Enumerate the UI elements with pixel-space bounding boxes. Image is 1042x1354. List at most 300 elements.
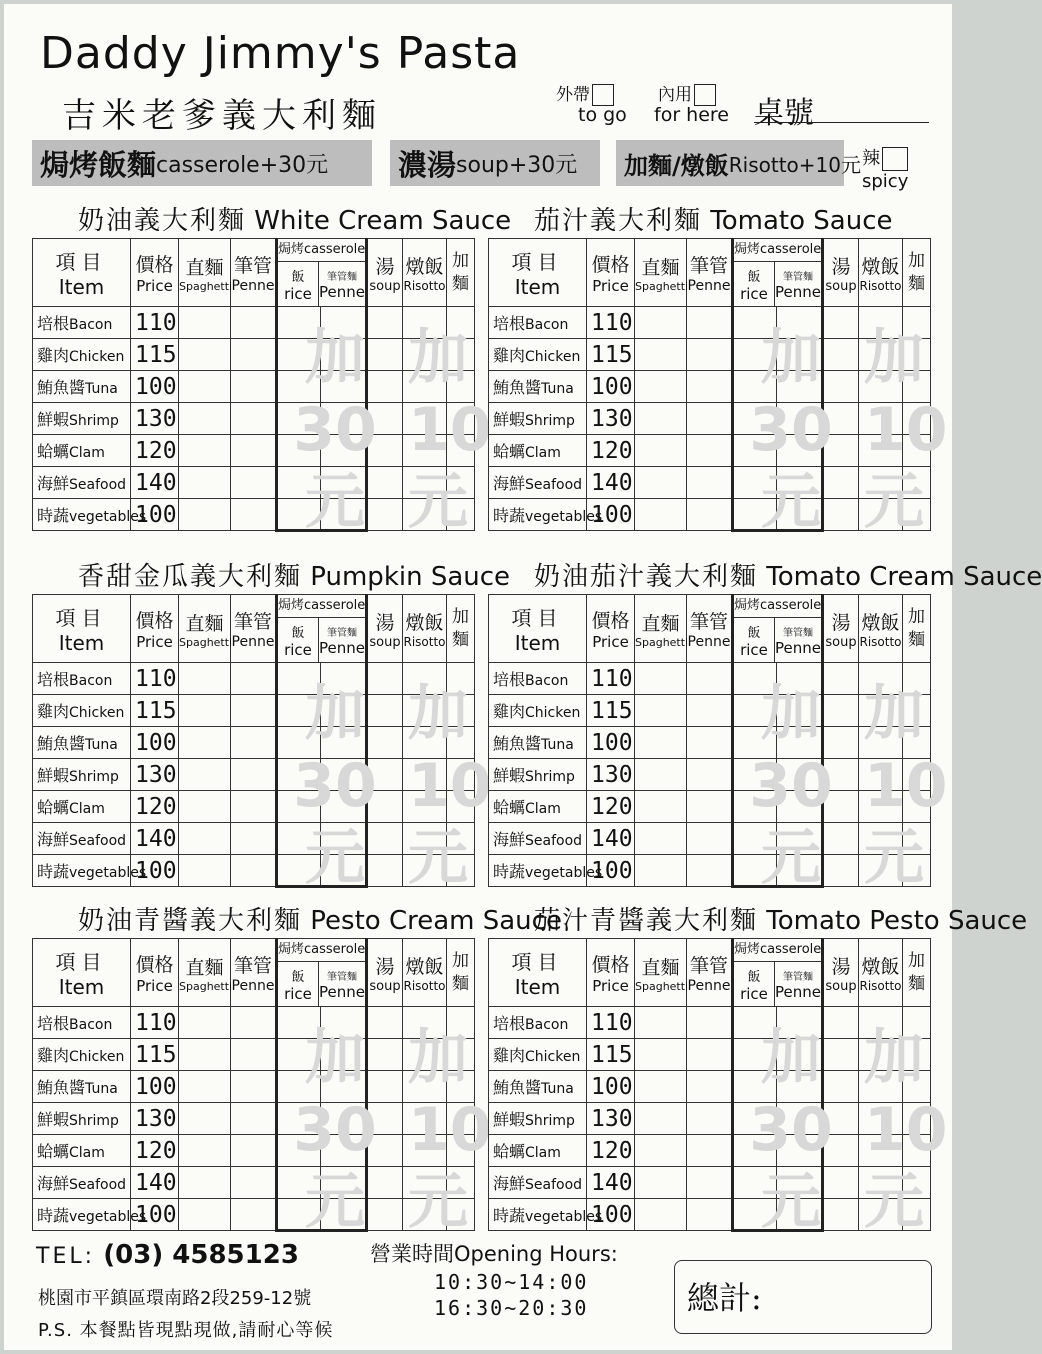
qty-spaghetti[interactable] [179, 435, 231, 467]
qty-casserole-penne[interactable] [777, 663, 823, 695]
qty-casserole-penne[interactable] [777, 1135, 823, 1167]
qty-casserole-rice[interactable] [277, 1007, 321, 1039]
qty-casserole-penne[interactable] [777, 759, 823, 791]
qty-casserole-penne[interactable] [321, 1135, 367, 1167]
qty-casserole-rice[interactable] [277, 791, 321, 823]
qty-casserole-penne[interactable] [321, 1007, 367, 1039]
to-go-option[interactable] [556, 80, 614, 106]
qty-extra-noodle[interactable] [903, 1103, 931, 1135]
qty-spaghetti[interactable] [635, 823, 687, 855]
qty-spaghetti[interactable] [179, 307, 231, 339]
qty-spaghetti[interactable] [635, 1135, 687, 1167]
qty-casserole-penne[interactable] [321, 339, 367, 371]
qty-extra-noodle[interactable] [903, 403, 931, 435]
qty-spaghetti[interactable] [635, 759, 687, 791]
qty-extra-noodle[interactable] [903, 339, 931, 371]
qty-casserole-rice[interactable] [277, 499, 321, 531]
qty-spaghetti[interactable] [635, 371, 687, 403]
qty-spaghetti[interactable] [635, 499, 687, 531]
qty-casserole-penne[interactable] [321, 727, 367, 759]
qty-spaghetti[interactable] [635, 339, 687, 371]
qty-casserole-rice[interactable] [733, 1103, 777, 1135]
qty-casserole-rice[interactable] [277, 307, 321, 339]
qty-extra-noodle[interactable] [447, 1039, 475, 1071]
qty-spaghetti[interactable] [635, 1167, 687, 1199]
qty-penne[interactable] [231, 1039, 277, 1071]
qty-risotto[interactable] [859, 1135, 903, 1167]
qty-spaghetti[interactable] [179, 855, 231, 887]
qty-casserole-rice[interactable] [733, 663, 777, 695]
qty-casserole-rice[interactable] [277, 695, 321, 727]
qty-penne[interactable] [687, 1103, 733, 1135]
qty-spaghetti[interactable] [179, 1167, 231, 1199]
qty-soup[interactable] [367, 371, 403, 403]
qty-casserole-penne[interactable] [777, 499, 823, 531]
qty-penne[interactable] [687, 307, 733, 339]
qty-risotto[interactable] [403, 695, 447, 727]
qty-spaghetti[interactable] [179, 499, 231, 531]
qty-spaghetti[interactable] [179, 727, 231, 759]
qty-extra-noodle[interactable] [903, 695, 931, 727]
qty-casserole-rice[interactable] [733, 1007, 777, 1039]
qty-risotto[interactable] [859, 1039, 903, 1071]
qty-casserole-penne[interactable] [321, 1039, 367, 1071]
qty-soup[interactable] [367, 1007, 403, 1039]
qty-soup[interactable] [823, 403, 859, 435]
qty-extra-noodle[interactable] [447, 403, 475, 435]
qty-casserole-rice[interactable] [733, 467, 777, 499]
qty-risotto[interactable] [403, 1199, 447, 1231]
qty-extra-noodle[interactable] [447, 1007, 475, 1039]
qty-risotto[interactable] [859, 1007, 903, 1039]
qty-casserole-penne[interactable] [321, 499, 367, 531]
qty-spaghetti[interactable] [635, 467, 687, 499]
qty-spaghetti[interactable] [179, 759, 231, 791]
qty-soup[interactable] [823, 1071, 859, 1103]
qty-spaghetti[interactable] [635, 791, 687, 823]
qty-risotto[interactable] [403, 403, 447, 435]
qty-casserole-penne[interactable] [321, 1167, 367, 1199]
qty-casserole-penne[interactable] [777, 1167, 823, 1199]
qty-casserole-rice[interactable] [277, 1103, 321, 1135]
qty-extra-noodle[interactable] [903, 1071, 931, 1103]
qty-extra-noodle[interactable] [447, 1167, 475, 1199]
qty-extra-noodle[interactable] [447, 1071, 475, 1103]
qty-extra-noodle[interactable] [447, 467, 475, 499]
qty-spaghetti[interactable] [635, 1071, 687, 1103]
qty-penne[interactable] [231, 663, 277, 695]
qty-spaghetti[interactable] [179, 823, 231, 855]
qty-soup[interactable] [367, 663, 403, 695]
qty-soup[interactable] [823, 371, 859, 403]
qty-penne[interactable] [231, 1007, 277, 1039]
qty-extra-noodle[interactable] [447, 339, 475, 371]
qty-extra-noodle[interactable] [447, 727, 475, 759]
qty-spaghetti[interactable] [635, 1039, 687, 1071]
qty-casserole-rice[interactable] [733, 371, 777, 403]
qty-casserole-penne[interactable] [777, 1039, 823, 1071]
qty-risotto[interactable] [403, 727, 447, 759]
qty-penne[interactable] [687, 1199, 733, 1231]
qty-spaghetti[interactable] [179, 403, 231, 435]
qty-extra-noodle[interactable] [447, 791, 475, 823]
qty-casserole-penne[interactable] [777, 1199, 823, 1231]
qty-risotto[interactable] [403, 435, 447, 467]
qty-soup[interactable] [823, 467, 859, 499]
qty-extra-noodle[interactable] [903, 1199, 931, 1231]
qty-casserole-rice[interactable] [277, 759, 321, 791]
qty-risotto[interactable] [403, 1007, 447, 1039]
qty-soup[interactable] [823, 1103, 859, 1135]
qty-casserole-rice[interactable] [733, 695, 777, 727]
qty-casserole-penne[interactable] [777, 371, 823, 403]
qty-extra-noodle[interactable] [447, 855, 475, 887]
qty-extra-noodle[interactable] [447, 1199, 475, 1231]
qty-penne[interactable] [687, 663, 733, 695]
qty-spaghetti[interactable] [179, 339, 231, 371]
qty-risotto[interactable] [859, 499, 903, 531]
qty-casserole-penne[interactable] [777, 1007, 823, 1039]
qty-soup[interactable] [367, 855, 403, 887]
qty-soup[interactable] [367, 727, 403, 759]
qty-extra-noodle[interactable] [447, 499, 475, 531]
to-go-checkbox[interactable] [592, 84, 614, 106]
qty-extra-noodle[interactable] [447, 695, 475, 727]
qty-extra-noodle[interactable] [903, 1007, 931, 1039]
qty-spaghetti[interactable] [179, 467, 231, 499]
qty-casserole-rice[interactable] [733, 759, 777, 791]
qty-soup[interactable] [823, 823, 859, 855]
spicy-checkbox[interactable] [882, 147, 908, 171]
qty-casserole-rice[interactable] [277, 1039, 321, 1071]
qty-casserole-penne[interactable] [321, 467, 367, 499]
qty-penne[interactable] [231, 823, 277, 855]
qty-soup[interactable] [367, 499, 403, 531]
qty-penne[interactable] [231, 1103, 277, 1135]
qty-casserole-rice[interactable] [277, 371, 321, 403]
qty-penne[interactable] [687, 499, 733, 531]
qty-casserole-penne[interactable] [777, 467, 823, 499]
qty-penne[interactable] [687, 403, 733, 435]
qty-spaghetti[interactable] [179, 1103, 231, 1135]
qty-risotto[interactable] [859, 727, 903, 759]
qty-penne[interactable] [231, 1135, 277, 1167]
qty-extra-noodle[interactable] [447, 823, 475, 855]
qty-spaghetti[interactable] [179, 1007, 231, 1039]
qty-penne[interactable] [687, 339, 733, 371]
qty-soup[interactable] [367, 1071, 403, 1103]
qty-spaghetti[interactable] [635, 727, 687, 759]
qty-soup[interactable] [367, 1039, 403, 1071]
qty-soup[interactable] [367, 1103, 403, 1135]
qty-soup[interactable] [823, 1039, 859, 1071]
qty-casserole-rice[interactable] [277, 663, 321, 695]
qty-casserole-rice[interactable] [733, 1071, 777, 1103]
qty-soup[interactable] [367, 307, 403, 339]
qty-penne[interactable] [687, 467, 733, 499]
qty-spaghetti[interactable] [179, 1135, 231, 1167]
qty-risotto[interactable] [403, 1071, 447, 1103]
qty-risotto[interactable] [859, 1071, 903, 1103]
qty-penne[interactable] [231, 855, 277, 887]
qty-casserole-rice[interactable] [277, 467, 321, 499]
qty-casserole-rice[interactable] [277, 823, 321, 855]
qty-risotto[interactable] [403, 307, 447, 339]
qty-casserole-rice[interactable] [733, 1167, 777, 1199]
qty-risotto[interactable] [859, 1103, 903, 1135]
qty-extra-noodle[interactable] [903, 1135, 931, 1167]
qty-casserole-rice[interactable] [733, 823, 777, 855]
qty-penne[interactable] [687, 1039, 733, 1071]
qty-soup[interactable] [823, 759, 859, 791]
qty-penne[interactable] [231, 759, 277, 791]
qty-spaghetti[interactable] [635, 403, 687, 435]
qty-soup[interactable] [823, 1135, 859, 1167]
qty-casserole-rice[interactable] [277, 1135, 321, 1167]
qty-risotto[interactable] [403, 1167, 447, 1199]
qty-spaghetti[interactable] [635, 307, 687, 339]
qty-casserole-penne[interactable] [321, 663, 367, 695]
qty-spaghetti[interactable] [179, 791, 231, 823]
qty-penne[interactable] [231, 1071, 277, 1103]
qty-soup[interactable] [367, 791, 403, 823]
qty-casserole-penne[interactable] [321, 1103, 367, 1135]
qty-spaghetti[interactable] [635, 1007, 687, 1039]
qty-penne[interactable] [231, 727, 277, 759]
qty-risotto[interactable] [403, 467, 447, 499]
qty-spaghetti[interactable] [635, 855, 687, 887]
qty-spaghetti[interactable] [635, 695, 687, 727]
qty-casserole-penne[interactable] [777, 727, 823, 759]
qty-penne[interactable] [687, 1135, 733, 1167]
qty-risotto[interactable] [403, 1103, 447, 1135]
qty-casserole-penne[interactable] [777, 791, 823, 823]
table-number-field[interactable] [754, 122, 929, 123]
qty-penne[interactable] [687, 855, 733, 887]
qty-penne[interactable] [231, 1167, 277, 1199]
qty-risotto[interactable] [859, 759, 903, 791]
qty-extra-noodle[interactable] [903, 467, 931, 499]
qty-casserole-penne[interactable] [321, 1071, 367, 1103]
qty-risotto[interactable] [859, 371, 903, 403]
qty-casserole-penne[interactable] [321, 855, 367, 887]
qty-casserole-penne[interactable] [777, 403, 823, 435]
qty-casserole-penne[interactable] [321, 823, 367, 855]
qty-casserole-rice[interactable] [277, 435, 321, 467]
qty-spaghetti[interactable] [179, 1039, 231, 1071]
for-here-option[interactable] [658, 80, 716, 106]
qty-soup[interactable] [367, 435, 403, 467]
qty-risotto[interactable] [859, 435, 903, 467]
qty-risotto[interactable] [403, 823, 447, 855]
qty-soup[interactable] [823, 499, 859, 531]
qty-spaghetti[interactable] [635, 1103, 687, 1135]
qty-casserole-penne[interactable] [321, 759, 367, 791]
qty-extra-noodle[interactable] [447, 663, 475, 695]
for-here-checkbox[interactable] [694, 84, 716, 106]
qty-soup[interactable] [823, 435, 859, 467]
qty-risotto[interactable] [859, 1199, 903, 1231]
qty-penne[interactable] [687, 1007, 733, 1039]
qty-penne[interactable] [231, 371, 277, 403]
qty-penne[interactable] [687, 727, 733, 759]
qty-risotto[interactable] [403, 663, 447, 695]
qty-penne[interactable] [687, 695, 733, 727]
qty-risotto[interactable] [859, 791, 903, 823]
qty-soup[interactable] [367, 1199, 403, 1231]
qty-casserole-rice[interactable] [733, 339, 777, 371]
qty-penne[interactable] [231, 791, 277, 823]
spicy-option[interactable] [862, 144, 908, 192]
qty-extra-noodle[interactable] [903, 855, 931, 887]
qty-risotto[interactable] [403, 791, 447, 823]
qty-risotto[interactable] [403, 855, 447, 887]
qty-soup[interactable] [823, 307, 859, 339]
qty-extra-noodle[interactable] [447, 307, 475, 339]
qty-casserole-penne[interactable] [777, 823, 823, 855]
qty-risotto[interactable] [859, 339, 903, 371]
qty-extra-noodle[interactable] [447, 1135, 475, 1167]
qty-spaghetti[interactable] [179, 1071, 231, 1103]
qty-penne[interactable] [687, 791, 733, 823]
qty-extra-noodle[interactable] [447, 759, 475, 791]
qty-casserole-penne[interactable] [321, 1199, 367, 1231]
qty-casserole-penne[interactable] [777, 307, 823, 339]
qty-casserole-rice[interactable] [733, 1135, 777, 1167]
qty-penne[interactable] [231, 307, 277, 339]
qty-risotto[interactable] [403, 1039, 447, 1071]
qty-casserole-penne[interactable] [321, 371, 367, 403]
qty-extra-noodle[interactable] [903, 307, 931, 339]
qty-casserole-penne[interactable] [777, 1103, 823, 1135]
qty-penne[interactable] [687, 371, 733, 403]
qty-casserole-rice[interactable] [277, 1071, 321, 1103]
qty-casserole-rice[interactable] [733, 435, 777, 467]
qty-soup[interactable] [823, 727, 859, 759]
qty-penne[interactable] [231, 1199, 277, 1231]
qty-casserole-penne[interactable] [777, 435, 823, 467]
qty-risotto[interactable] [403, 759, 447, 791]
qty-casserole-rice[interactable] [733, 855, 777, 887]
qty-soup[interactable] [823, 791, 859, 823]
qty-penne[interactable] [687, 759, 733, 791]
qty-extra-noodle[interactable] [903, 727, 931, 759]
qty-extra-noodle[interactable] [903, 435, 931, 467]
qty-soup[interactable] [367, 1167, 403, 1199]
qty-casserole-rice[interactable] [733, 1039, 777, 1071]
total-field[interactable] [674, 1260, 932, 1334]
qty-casserole-penne[interactable] [321, 403, 367, 435]
qty-extra-noodle[interactable] [903, 791, 931, 823]
qty-spaghetti[interactable] [635, 663, 687, 695]
qty-soup[interactable] [367, 403, 403, 435]
qty-casserole-rice[interactable] [733, 727, 777, 759]
qty-soup[interactable] [367, 695, 403, 727]
qty-extra-noodle[interactable] [903, 663, 931, 695]
qty-risotto[interactable] [859, 467, 903, 499]
qty-casserole-rice[interactable] [277, 1199, 321, 1231]
qty-casserole-rice[interactable] [277, 1167, 321, 1199]
qty-extra-noodle[interactable] [903, 499, 931, 531]
qty-soup[interactable] [823, 663, 859, 695]
qty-risotto[interactable] [859, 663, 903, 695]
qty-soup[interactable] [367, 1135, 403, 1167]
qty-risotto[interactable] [859, 855, 903, 887]
qty-casserole-penne[interactable] [777, 339, 823, 371]
qty-casserole-penne[interactable] [777, 855, 823, 887]
qty-extra-noodle[interactable] [903, 371, 931, 403]
qty-casserole-penne[interactable] [777, 695, 823, 727]
qty-penne[interactable] [687, 435, 733, 467]
qty-risotto[interactable] [859, 695, 903, 727]
qty-spaghetti[interactable] [635, 435, 687, 467]
qty-extra-noodle[interactable] [447, 371, 475, 403]
qty-extra-noodle[interactable] [903, 1039, 931, 1071]
qty-penne[interactable] [231, 467, 277, 499]
qty-penne[interactable] [231, 339, 277, 371]
qty-casserole-rice[interactable] [277, 855, 321, 887]
qty-soup[interactable] [367, 823, 403, 855]
qty-casserole-rice[interactable] [277, 339, 321, 371]
qty-casserole-rice[interactable] [733, 1199, 777, 1231]
qty-extra-noodle[interactable] [903, 1167, 931, 1199]
qty-spaghetti[interactable] [179, 1199, 231, 1231]
qty-soup[interactable] [823, 695, 859, 727]
qty-casserole-penne[interactable] [321, 791, 367, 823]
qty-risotto[interactable] [859, 307, 903, 339]
qty-spaghetti[interactable] [635, 1199, 687, 1231]
qty-soup[interactable] [367, 339, 403, 371]
qty-extra-noodle[interactable] [447, 435, 475, 467]
qty-risotto[interactable] [403, 499, 447, 531]
qty-soup[interactable] [823, 339, 859, 371]
qty-penne[interactable] [231, 695, 277, 727]
qty-penne[interactable] [231, 499, 277, 531]
qty-penne[interactable] [687, 1167, 733, 1199]
qty-casserole-rice[interactable] [733, 791, 777, 823]
qty-extra-noodle[interactable] [903, 823, 931, 855]
qty-casserole-penne[interactable] [321, 695, 367, 727]
qty-spaghetti[interactable] [179, 695, 231, 727]
qty-soup[interactable] [823, 1199, 859, 1231]
qty-penne[interactable] [687, 823, 733, 855]
qty-soup[interactable] [823, 1167, 859, 1199]
qty-risotto[interactable] [859, 823, 903, 855]
qty-casserole-penne[interactable] [321, 307, 367, 339]
qty-extra-noodle[interactable] [903, 759, 931, 791]
qty-extra-noodle[interactable] [447, 1103, 475, 1135]
qty-risotto[interactable] [403, 371, 447, 403]
qty-risotto[interactable] [403, 1135, 447, 1167]
qty-spaghetti[interactable] [179, 663, 231, 695]
qty-risotto[interactable] [859, 403, 903, 435]
qty-penne[interactable] [687, 1071, 733, 1103]
qty-spaghetti[interactable] [179, 371, 231, 403]
qty-casserole-rice[interactable] [277, 727, 321, 759]
qty-soup[interactable] [367, 467, 403, 499]
qty-soup[interactable] [823, 1007, 859, 1039]
qty-soup[interactable] [367, 759, 403, 791]
qty-casserole-penne[interactable] [777, 1071, 823, 1103]
qty-casserole-rice[interactable] [277, 403, 321, 435]
qty-penne[interactable] [231, 435, 277, 467]
qty-risotto[interactable] [403, 339, 447, 371]
qty-risotto[interactable] [859, 1167, 903, 1199]
qty-penne[interactable] [231, 403, 277, 435]
qty-casserole-rice[interactable] [733, 499, 777, 531]
qty-casserole-rice[interactable] [733, 403, 777, 435]
qty-casserole-rice[interactable] [733, 307, 777, 339]
